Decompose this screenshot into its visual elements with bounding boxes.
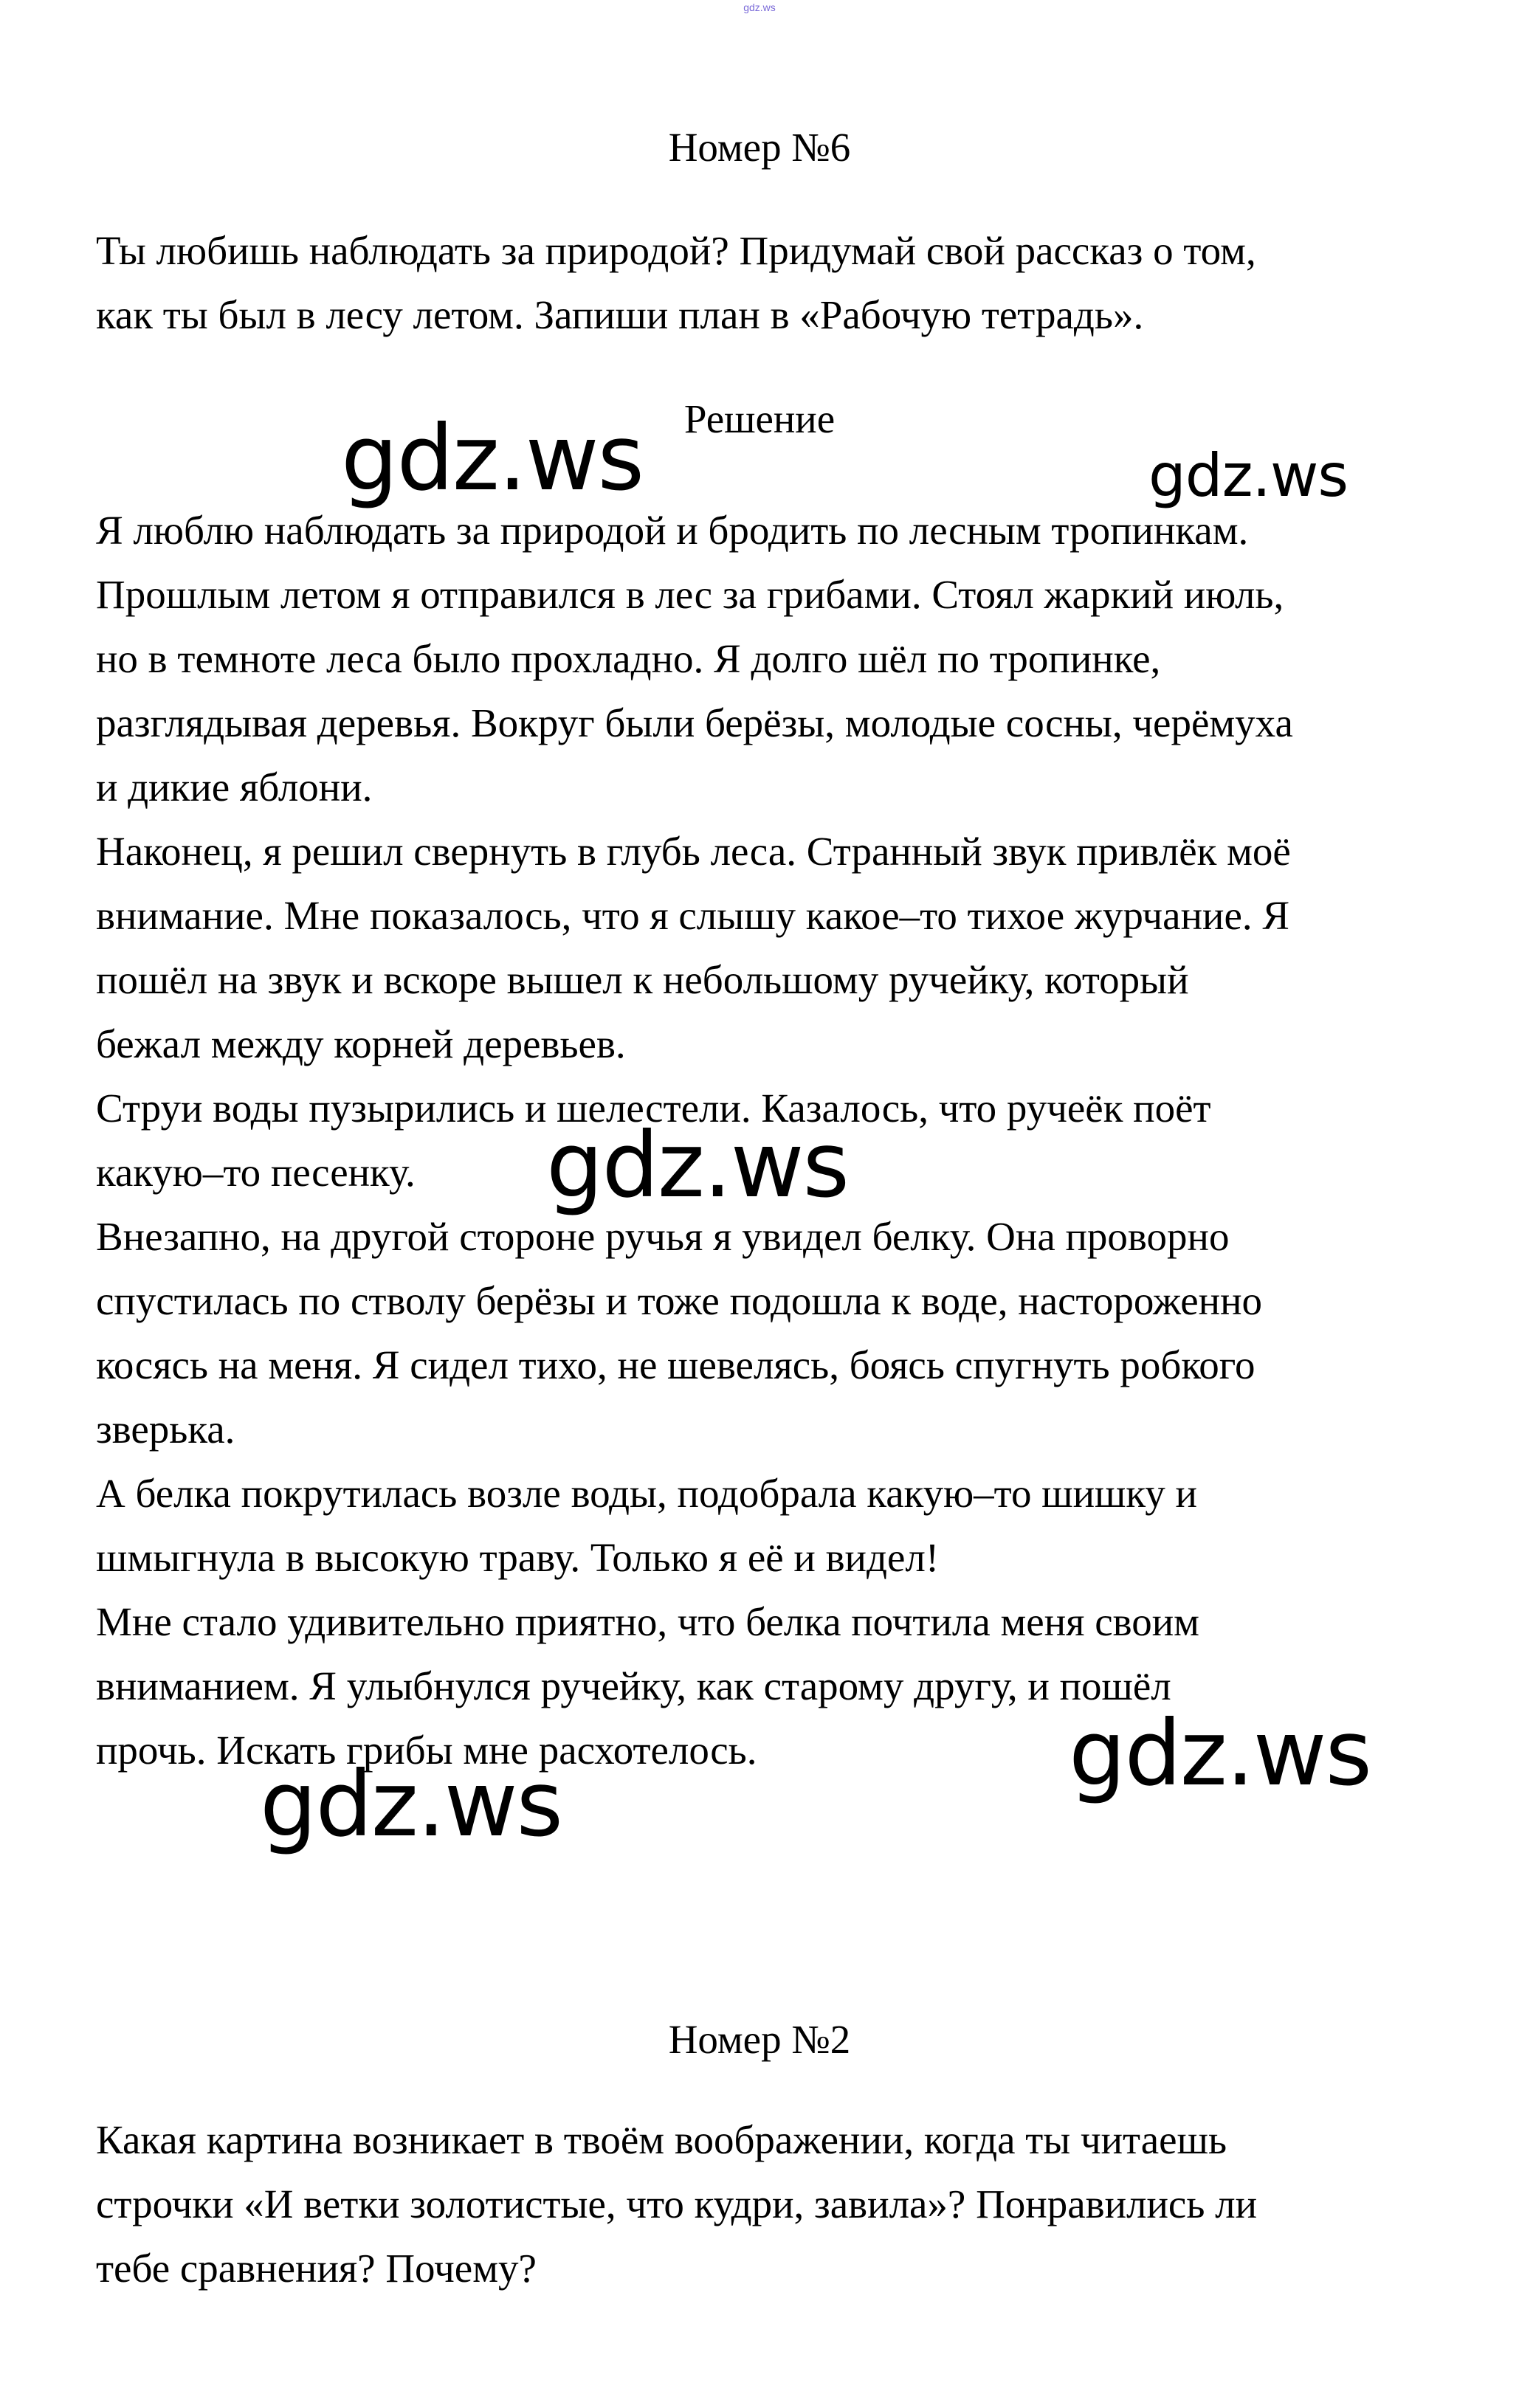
watermark-text: gdz.ws bbox=[546, 1113, 849, 1218]
task1-question bbox=[96, 218, 1439, 347]
solution-line: Наконец, я решил свернуть в глубь леса. Странный звук привлёк моё bbox=[96, 829, 1291, 874]
solution-line: Мне стало удивительно приятно, что белка почтила меня своим bbox=[96, 1599, 1199, 1644]
watermark-text: gdz.ws bbox=[1148, 441, 1348, 510]
solution-line: спустилась по стволу берёзы и тоже подошла к воде, настороженно bbox=[96, 1278, 1263, 1323]
solution-heading: Решение bbox=[683, 396, 836, 441]
question-line: как ты был в лесу летом. Запиши план в «Рабочую тетрадь». bbox=[96, 292, 1144, 337]
solution-line: но в темноте леса было прохладно. Я долго шёл по тропинке, bbox=[96, 636, 1161, 681]
solution-line: косясь на меня. Я сидел тихо, не шевелясь, боясь спугнуть робкого bbox=[96, 1342, 1256, 1387]
solution-line: внимание. Мне показалось, что я слышу какое–то тихое журчание. Я bbox=[96, 893, 1290, 938]
solution-line: разглядывая деревья. Вокруг были берёзы, молодые сосны, черёмуха bbox=[96, 700, 1293, 745]
watermark-text: gdz.ws bbox=[1069, 1701, 1371, 1806]
solution-line: А белка покрутилась возле воды, подобрала какую–то шишку и bbox=[96, 1471, 1197, 1516]
watermark-text: gdz.ws bbox=[341, 406, 644, 511]
solution-line: шмыгнула в высокую траву. Только я её и видел! bbox=[96, 1535, 940, 1580]
question-line: Ты любишь наблюдать за природой? Придумай свой рассказ о том, bbox=[96, 228, 1256, 273]
task2-question bbox=[96, 2108, 1439, 2300]
question-line: тебе сравнения? Почему? bbox=[96, 2246, 537, 2291]
task2-heading: Номер №2 bbox=[668, 2017, 851, 2062]
solution-line: Прошлым летом я отправился в лес за грибами. Стоял жаркий июль, bbox=[96, 572, 1284, 617]
solution-line: Струи воды пузырились и шелестели. Казалось, что ручеёк поёт bbox=[96, 1086, 1211, 1131]
top-watermark: gdz.ws bbox=[743, 1, 776, 13]
solution-line: прочь. Искать грибы мне расхотелось. bbox=[96, 1728, 757, 1773]
solution-line: Я люблю наблюдать за природой и бродить по лесным тропинкам. bbox=[96, 508, 1249, 553]
solution-line: Внезапно, на другой стороне ручья я увидел белку. Она проворно bbox=[96, 1214, 1230, 1259]
task1-heading: Номер №6 bbox=[668, 125, 851, 170]
question-line: Какая картина возникает в твоём воображении, когда ты читаешь bbox=[96, 2117, 1227, 2162]
watermark-text: gdz.ws bbox=[260, 1752, 562, 1857]
solution-line: зверька. bbox=[96, 1407, 235, 1452]
solution-line: пошёл на звук и вскоре вышел к небольшому ручейку, который bbox=[96, 957, 1189, 1002]
solution-line: вниманием. Я улыбнулся ручейку, как старому другу, и пошёл bbox=[96, 1663, 1171, 1708]
solution-line: и дикие яблони. bbox=[96, 765, 373, 810]
solution-line: какую–то песенку. bbox=[96, 1150, 416, 1195]
question-line: строчки «И ветки золотистые, что кудри, завила»? Понравились ли bbox=[96, 2181, 1258, 2226]
solution-line: бежал между корней деревьев. bbox=[96, 1021, 626, 1066]
